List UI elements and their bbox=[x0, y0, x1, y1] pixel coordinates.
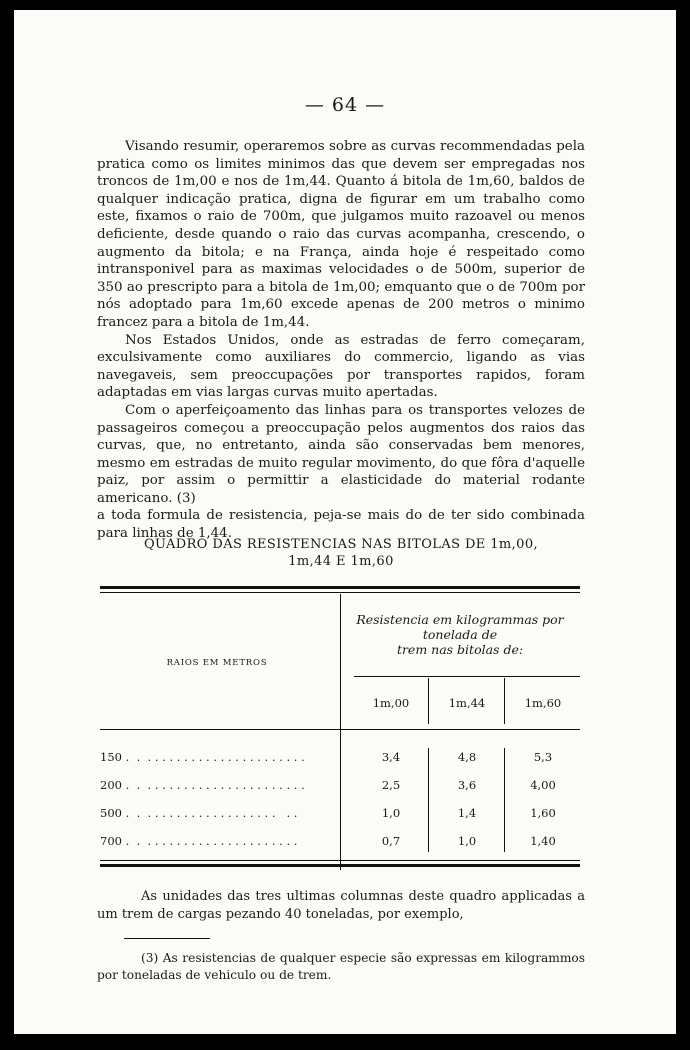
resistencia-header-line-2: tonelada de bbox=[422, 627, 498, 642]
table-row-label: 150 . . . . . . . . . . . . . . . . . . . . . . . . bbox=[100, 750, 305, 764]
header-bottom-rule bbox=[100, 729, 580, 730]
table-cell: 1,4 bbox=[457, 806, 477, 820]
table-cell: 4,00 bbox=[530, 778, 556, 792]
footnote-separator bbox=[124, 938, 210, 939]
paragraph-2: Nos Estados Unidos, onde as estradas de ferro começaram, exculsivamente como auxiliares do commercio, ligando as vias navegaveis, sem preoccupações por transportes rapidos, foram adaptadas em vias largas curvas muito apertadas. bbox=[97, 332, 585, 401]
table-cell: 0,7 bbox=[381, 834, 401, 848]
table-title-line-1: QUADRO DAS RESISTENCIAS NAS BITOLAS DE 1m,00, bbox=[143, 537, 539, 552]
table-cell: 5,3 bbox=[533, 750, 553, 764]
table-top-rule-thick bbox=[100, 586, 580, 589]
closing-text bbox=[97, 888, 585, 923]
table-cell: 1,60 bbox=[530, 806, 556, 820]
resistance-table bbox=[100, 586, 580, 870]
col-header-1m44: 1m,44 bbox=[448, 696, 486, 710]
footnote-text: (3) As resistencias de qualquer especie são expressas em kilogrammos por toneladas de vehiculo ou de trem. bbox=[97, 951, 585, 982]
table-cell: 2,5 bbox=[381, 778, 401, 792]
table-cell: 3,6 bbox=[457, 778, 477, 792]
footnote bbox=[97, 950, 585, 984]
table-cell: 1,40 bbox=[530, 834, 556, 848]
col-sep-2-body bbox=[504, 748, 505, 852]
raio-value: 700 bbox=[100, 834, 122, 848]
table-row-label: 700 . . . . . . . . . . . . . . . . . . . . . . . bbox=[100, 834, 298, 848]
raio-value: 200 bbox=[100, 778, 122, 792]
table-bottom-rule-thick bbox=[100, 864, 580, 867]
body-text bbox=[97, 138, 585, 543]
table-title bbox=[97, 536, 585, 570]
col-header-1m60: 1m,60 bbox=[524, 696, 562, 710]
table-cell: 4,8 bbox=[457, 750, 477, 764]
table-cell: 1,0 bbox=[457, 834, 477, 848]
table-row-label: 200 . . . . . . . . . . . . . . . . . . . . . . . . bbox=[100, 778, 305, 792]
table-top-rule-thin bbox=[100, 592, 580, 593]
book-page bbox=[14, 10, 676, 1034]
col-sep-1-body bbox=[428, 748, 429, 852]
closing-paragraph: As unidades das tres ultimas columnas deste quadro applicadas a um trem de cargas pezando 40 toneladas, por exemplo, bbox=[97, 889, 585, 922]
page-number: — 64 — bbox=[304, 94, 386, 116]
col-sep-1-header bbox=[428, 678, 429, 724]
raio-value: 500 bbox=[100, 806, 122, 820]
resistencia-header-line-1: Resistencia em kilogrammas por bbox=[356, 612, 564, 627]
raio-value: 150 bbox=[100, 750, 122, 764]
resistencia-header-line-3: trem nas bitolas de: bbox=[396, 642, 524, 657]
table-row-label: 500 . . . . . . . . . . . . . . . . . . . . . . bbox=[100, 806, 298, 820]
table-cell: 1,0 bbox=[381, 806, 401, 820]
resistencia-header bbox=[340, 612, 580, 657]
raios-header: RAIOS EM METROS bbox=[166, 658, 268, 668]
table-bottom-rule-thin bbox=[100, 860, 580, 861]
paragraph-1: Visando resumir, operaremos sobre as curvas recommendadas pela pratica como os limites minimos das que devem ser empregadas nos troncos de 1m,00 e nos de 1m,44. Quanto á bitola de 1m,60, baldos de qualquer indicação pratica, digna de figurar em um trabalho como este, fixamos o raio de 700m, que julgamos muito razoavel ou menos deficiente, desde quando o raio das curvas acompanha, crescendo, o augmento da bitola; e na França, ainda hoje é respeitado como intransponivel para as maximas velocidades o de 500m, superior de 350 ao prescripto para a bitola de 1m,00; emquanto que o de 700m por nós adoptado para 1m,60 excede apenas de 200 metros o minimo francez para a bitola de 1m,44. bbox=[97, 139, 585, 330]
table-title-line-2: 1m,44 E 1m,60 bbox=[288, 554, 394, 569]
paragraph-3: Com o aperfeiçoamento das linhas para os transportes velozes de passageiros começou a preoccupação pelos augmentos dos raios das curvas, que, no entretanto, ainda são conservadas bem menores, mesmo em estradas de muito regular movimento, do que fôra d'aquelle paiz, por assim o permittir a elasticidade do material rodante americano. (3) bbox=[97, 402, 585, 506]
paragraph-4: a toda formula de resistencia, peja-se mais do de ter sido combinada para linhas de 1,44. bbox=[97, 508, 585, 542]
subheader-rule bbox=[354, 676, 580, 677]
col-sep-2-header bbox=[504, 678, 505, 724]
col-header-1m00: 1m,00 bbox=[372, 696, 410, 710]
table-cell: 3,4 bbox=[381, 750, 401, 764]
